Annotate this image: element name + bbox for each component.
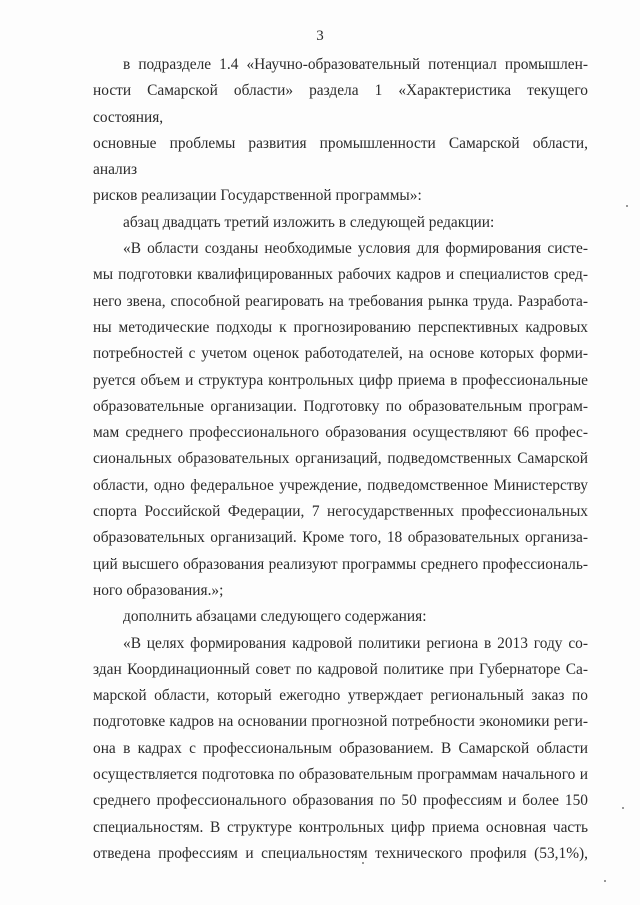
text-line: осуществляется подготовка по образовательным программам начального и	[93, 766, 588, 784]
text-line: ного образования.»;	[93, 581, 224, 599]
text-line: ности Самарской области» раздела 1 «Характеристика текущего состояния,	[93, 82, 588, 126]
text-line: специальностям. В структуре контрольных цифр приема основная часть	[93, 818, 588, 836]
text-line: потребностей с учетом оценок работодателей, на основе которых форми-	[93, 345, 588, 363]
text-line: в подразделе 1.4 «Научно-образовательный потенциал промышлен-	[123, 56, 588, 73]
scan-speck	[626, 205, 628, 207]
text-line: здан Координационный совет по кадровой политике при Губернаторе Са-	[93, 660, 588, 678]
text-line: ций высшего образования реализуют программы среднего профессиональ-	[93, 555, 588, 573]
text-line: марской области, который ежегодно утверждает региональный заказ по	[93, 687, 588, 705]
text-line: образовательные организации. Подготовку по образовательным програм-	[93, 397, 588, 415]
text-line: мам среднего профессионального образования осуществляют 66 профес-	[93, 424, 588, 442]
scan-speck	[622, 807, 624, 809]
text-line: сиональных образовательных организаций, подведомственных Самарской	[93, 450, 588, 468]
text-line: абзац двадцать третий изложить в следующей редакции:	[123, 213, 495, 231]
text-line: спорта Российской Федерации, 7 негосударственных профессиональных	[93, 503, 588, 521]
text-line: подготовке кадров на основании прогнозной потребности экономики реги-	[93, 713, 588, 731]
text-line: основные проблемы развития промышленности Самарской области, анализ	[93, 134, 588, 179]
text-line: она в кадрах с профессиональным образованием. В Самарской области	[93, 739, 588, 757]
text-line: образовательных организаций. Кроме того, 18 образовательных организа-	[93, 529, 588, 547]
text-line: среднего профессионального образования по 50 профессиям и более 150	[93, 792, 588, 810]
text-line: «В целях формирования кадровой политики региона в 2013 году со-	[123, 634, 588, 652]
text-line: отведена профессиям и специальностям технического профиля (53,1%),	[93, 844, 588, 862]
text-line: него звена, способной реагировать на требования рынка труда. Разработа-	[93, 292, 588, 310]
page-number: 3	[316, 28, 324, 44]
text-line: области, одно федеральное учреждение, подведомственное Министерству	[93, 476, 588, 494]
text-line: «В области созданы необходимые условия для формирования систе-	[123, 240, 588, 258]
document-body	[93, 52, 588, 867]
scan-speck	[362, 862, 364, 864]
text-line: рисков реализации Государственной программы»:	[93, 187, 422, 205]
text-line: мы подготовки квалифицированных рабочих кадров и специалистов сред-	[93, 266, 588, 284]
scan-speck	[604, 880, 606, 882]
text-line: руется объем и структура контрольных цифр приема в профессиональные	[93, 371, 588, 389]
text-line: ны методические подходы к прогнозированию перспективных кадровых	[93, 318, 588, 336]
text-line: дополнить абзацами следующего содержания:	[123, 608, 427, 626]
